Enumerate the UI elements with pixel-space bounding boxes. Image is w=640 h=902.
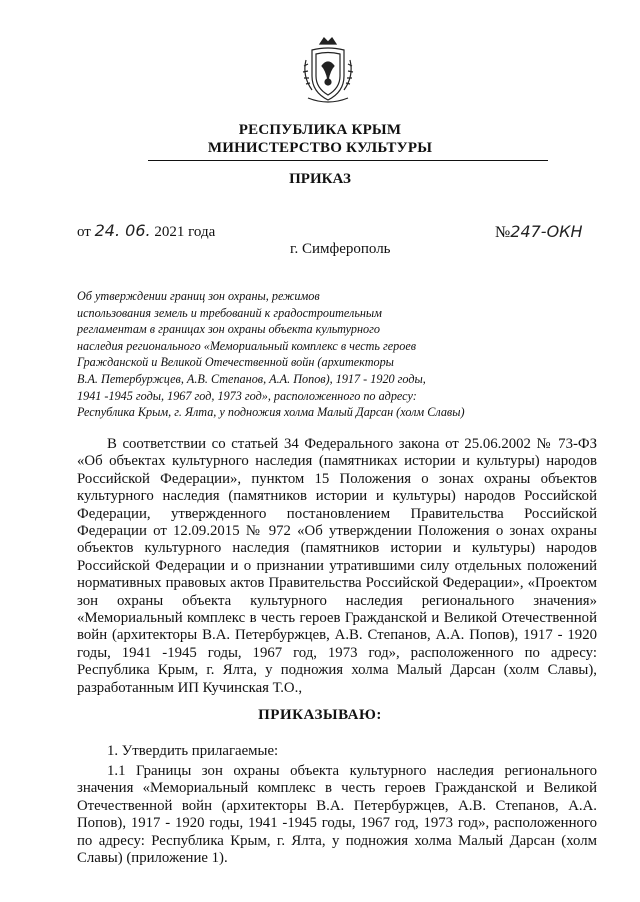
org-ministry: МИНИСТЕРСТВО КУЛЬТУРЫ (207, 140, 433, 156)
number-handwritten: 247-ОКН (510, 222, 583, 241)
date-prefix: от (77, 224, 91, 240)
item-1: 1. Утвердить прилагаемые: (107, 743, 279, 759)
subject-line: Об утверждении границ зон охраны, режимов (77, 289, 320, 303)
number-prefix: № (495, 224, 511, 241)
header-divider (148, 160, 548, 161)
subject-line: регламентам в границах зон охраны объекта культурного (77, 322, 380, 337)
document-title: ПРИКАЗ (289, 171, 351, 187)
order-number (495, 222, 583, 242)
subject-line: 1941 -1945 годы, 1967 год, 1973 год», расположенного по адресу: (77, 388, 417, 403)
item-1-1: 1.1 Границы зон охраны объекта культурного наследия регионального значения «Мемориальный комплекс в честь героев Гражданской и Великой Отечественной войн (архитекторы В.А. Петербуржцев, А.В. Степанов, А.А. Попов), 1917 - 1920 годы, 1941 -1945 годы, 1967 год, 1973 год», расположенного по адресу: Республика Крым, г. Ялта, у подножия холма Малый Дарсан (холм Славы) (приложение 1). (77, 763, 597, 867)
subject-line: наследия регионального «Мемориальный комплекс в честь героев (77, 338, 417, 353)
order-city: г. Симферополь (290, 241, 391, 257)
date-handwritten: 24. 06. (94, 221, 151, 240)
preamble-paragraph: В соответствии со статьей 34 Федерального закона от 25.06.2002 № 73-ФЗ «Об объектах культурного наследия (памятниках истории и культуры) народов Российской Федерации», пунктом 15 Положения о зонах охраны объектов культурного наследия (памятников истории и культуры) народов Российской Федерации, утвержденного постановлением Правительства Российской Федерации от 12.09.2015 № 972 «Об утверждении Положения о зонах охраны объектов культурного наследия (памятников истории и культуры) народов Российской Федерации и о признании утратившими силу отдельных положений нормативных правовых актов Правительства Российской Федерации», «Проектом зон охраны объекта культурного наследия регионального значения» «Мемориальный комплекс в честь героев Гражданской и Великой Отечественной войн (архитекторы В.А. Петербуржцев, А.В. Степанов, А.А. Попов), 1917 - 1920 годы, 1941 -1945 годы, 1967 год, 1973 год», расположенного по адресу: Республика Крым, г. Ялта, у подножия холма Малый Дарсан (холм Славы), разработанным ИП Кучинская Т.О., (77, 436, 597, 696)
order-date (77, 221, 215, 241)
order-subject (77, 288, 517, 421)
item-1-1-block (77, 763, 597, 867)
subject-line: Гражданской и Великой Отечественной войн (архитекторы (77, 355, 394, 370)
date-year: 2021 года (154, 224, 216, 240)
subject-line: использования земель и требований к градостроительным (77, 305, 382, 320)
preamble-block (77, 436, 597, 697)
subject-line: Республика Крым, г. Ялта, у подножия холма Малый Дарсан (холм Славы) (77, 405, 465, 420)
coat-of-arms-emblem (298, 36, 358, 108)
subject-line: В.А. Петербуржцев, А.В. Степанов, А.А. Попов), 1917 - 1920 годы, (77, 371, 426, 386)
order-heading: ПРИКАЗЫВАЮ: (258, 707, 382, 723)
org-republic: РЕСПУБЛИКА КРЫМ (238, 122, 402, 138)
